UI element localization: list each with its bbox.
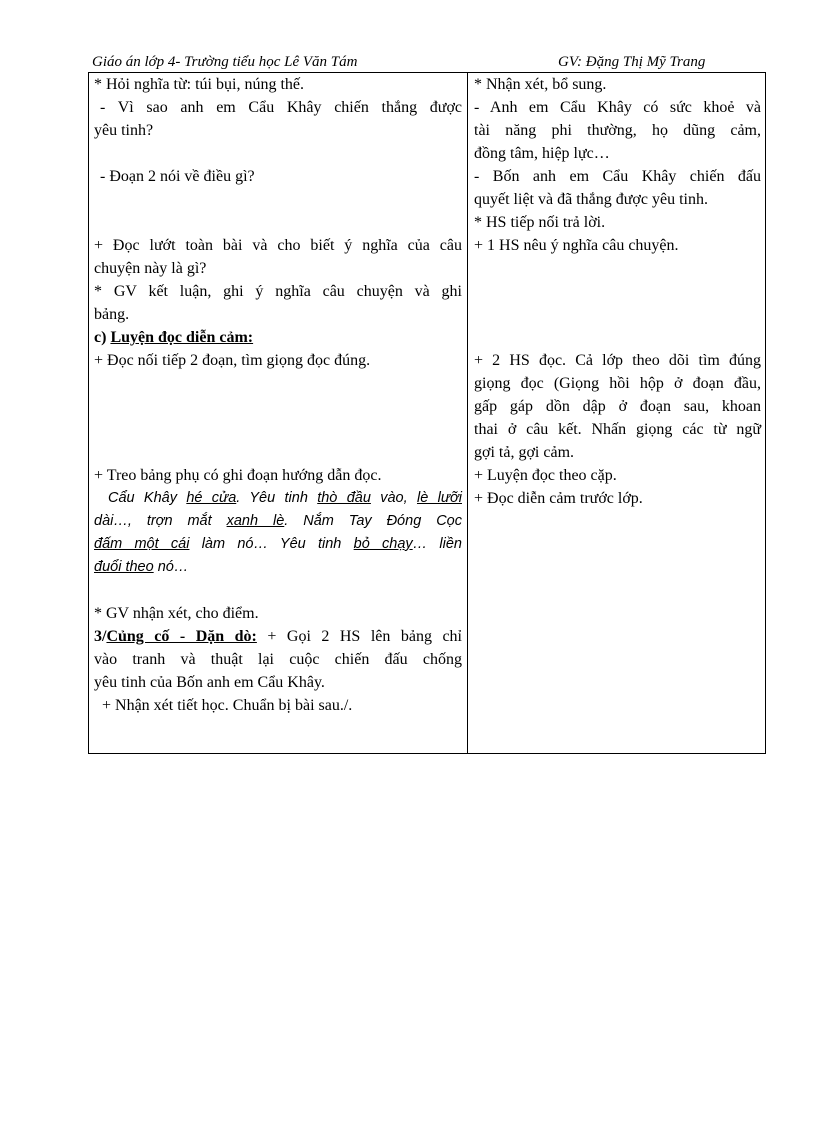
section-3-title: Củng cố - Dặn dò: bbox=[106, 628, 257, 645]
answer-pair-reading: + Luyện đọc theo cặp. bbox=[474, 467, 617, 484]
question-meaning-line2: chuyện này là gì? bbox=[94, 260, 207, 277]
conclusion-line1: * GV kết luận, ghi ý nghĩa câu chuyện và ghi bbox=[94, 283, 462, 300]
column-divider bbox=[467, 73, 468, 753]
answer-reading-line2: giọng đọc (Giọng hồi hộp ở đoạn đầu, bbox=[474, 375, 761, 392]
section-c-heading: c) Luyện đọc diễn cảm: bbox=[94, 329, 254, 346]
answer-reading-line3: gấp gáp dồn dập ở đoạn sau, khoan bbox=[474, 398, 761, 415]
question-why-win-line1: - Vì sao anh em Cẩu Khây chiến thắng được bbox=[100, 99, 462, 116]
answer-continue: * HS tiếp nối trả lời. bbox=[474, 214, 606, 231]
question-paragraph2: - Đoạn 2 nói về điều gì? bbox=[100, 168, 255, 185]
page-header bbox=[88, 52, 768, 72]
answer-class-reading: + Đọc diễn cảm trước lớp. bbox=[474, 490, 643, 507]
answer-why-win-line2: tài năng phi thường, họ dũng cảm, bbox=[474, 122, 761, 139]
board-instruction: + Treo bảng phụ có ghi đoạn hướng dẫn đọc. bbox=[94, 467, 382, 484]
section-c-title: Luyện đọc diễn cảm: bbox=[110, 329, 254, 346]
read-aloud-instruction: + Đọc nối tiếp 2 đoạn, tìm giọng đọc đúng. bbox=[94, 352, 371, 369]
answer-why-win-line1: - Anh em Cẩu Khây có sức khoẻ và bbox=[474, 99, 761, 116]
answer-paragraph2-line2: quyết liệt và đã thắng được yêu tinh. bbox=[474, 191, 708, 208]
passage-line2: dài…, trợn mắt xanh lè. Nắm Tay Đóng Cọc bbox=[94, 513, 462, 529]
passage-line1: Cẩu Khây hé cửa. Yêu tinh thò đầu vào, lè lưỡi bbox=[108, 490, 462, 506]
question-why-win-line2: yêu tinh? bbox=[94, 122, 154, 139]
section-3-line1: 3/Củng cố - Dặn dò: + Gọi 2 HS lên bảng chỉ bbox=[94, 628, 463, 645]
answer-paragraph2-line1: - Bốn anh em Cẩu Khây chiến đấu bbox=[474, 168, 761, 185]
section-3-line2: vào tranh và thuật lại cuộc chiến đấu chống bbox=[94, 651, 462, 668]
answer-why-win-line3: đồng tâm, hiệp lực… bbox=[474, 145, 610, 162]
answer-feedback: * Nhận xét, bổ sung. bbox=[474, 76, 607, 93]
lesson-table bbox=[88, 72, 766, 754]
question-meaning-line1: + Đọc lướt toàn bài và cho biết ý nghĩa của câu bbox=[94, 237, 462, 254]
answer-reading-line1: + 2 HS đọc. Cả lớp theo dõi tìm đúng bbox=[474, 352, 761, 369]
teacher-activities-column bbox=[94, 73, 462, 717]
question-vocab: * Hỏi nghĩa từ: túi bụi, núng thế. bbox=[94, 76, 304, 93]
answer-reading-line5: gợi tả, gợi cảm. bbox=[474, 444, 575, 461]
header-teacher: GV: Đặng Thị Mỹ Trang bbox=[558, 54, 706, 70]
passage-line4: đuổi theo nó… bbox=[94, 559, 189, 575]
conclusion-line2: bảng. bbox=[94, 306, 130, 323]
section-3-line4: + Nhận xét tiết học. Chuẩn bị bài sau./. bbox=[94, 697, 353, 714]
answer-meaning: + 1 HS nêu ý nghĩa câu chuyện. bbox=[474, 237, 679, 254]
passage-line3: đấm một cái làm nó… Yêu tinh bỏ chạy… liền bbox=[94, 536, 462, 552]
section-3-line3: yêu tinh của Bốn anh em Cẩu Khây. bbox=[94, 674, 325, 691]
header-school: Giáo án lớp 4- Trường tiểu học Lê Văn Tám bbox=[92, 54, 358, 70]
student-activities-column bbox=[474, 73, 761, 510]
answer-reading-line4: thai ở câu kết. Nhấn giọng các từ ngữ bbox=[474, 421, 761, 438]
grading-note: * GV nhận xét, cho điểm. bbox=[94, 605, 259, 622]
